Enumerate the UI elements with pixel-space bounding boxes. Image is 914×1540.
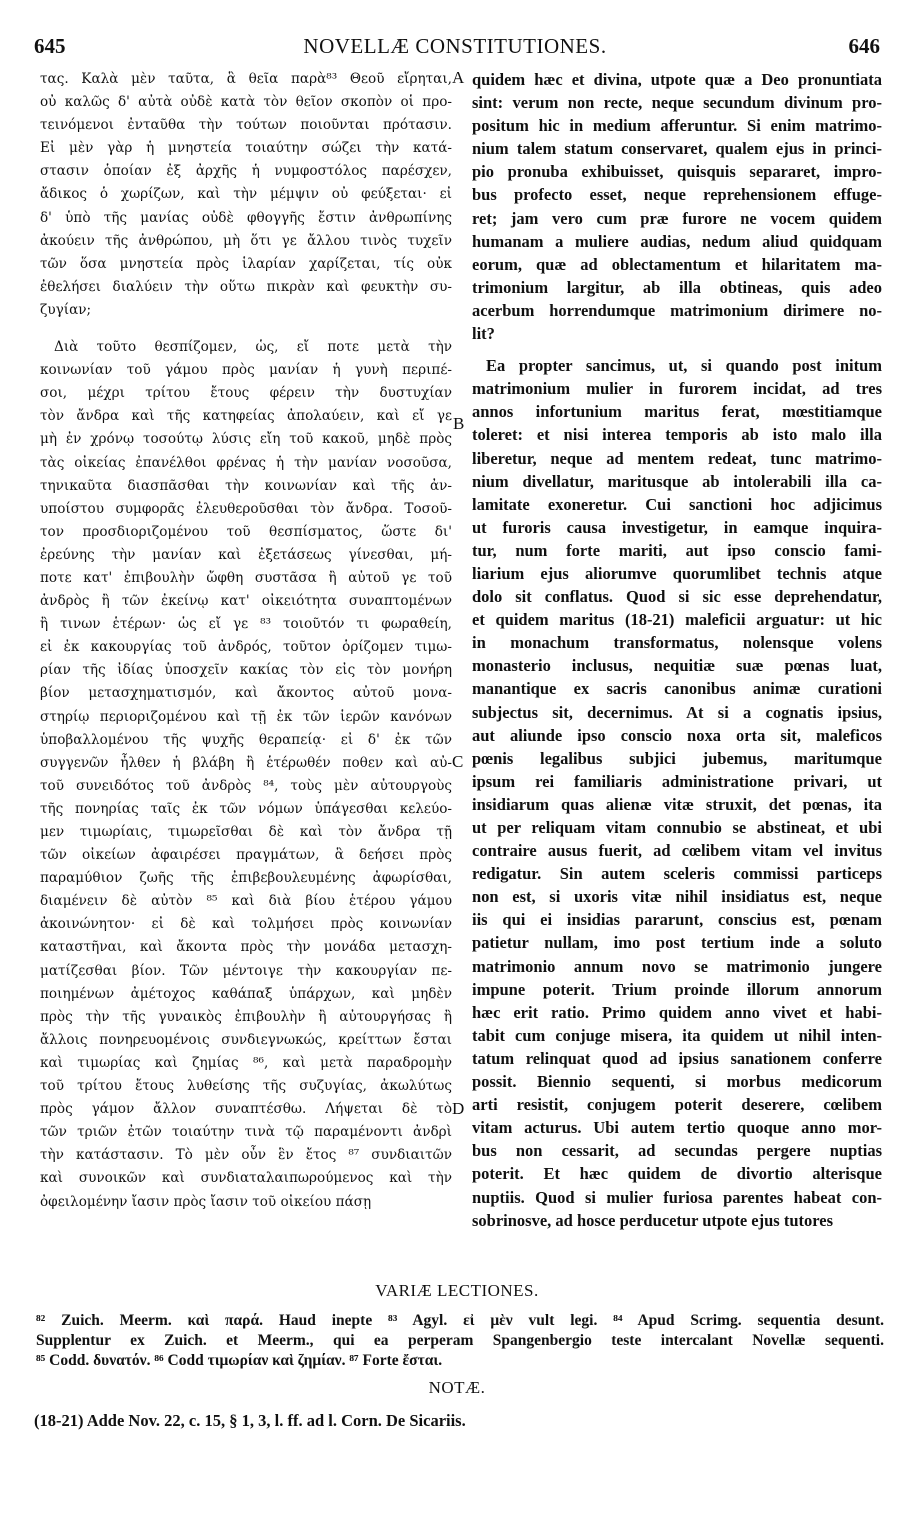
text-line: τοῦ συνειδότος τοῦ ἀνδρὸς ⁸⁴, τοὺς μὲν αὐτουργοὺς [40, 777, 452, 794]
text-line: hæc erit ratio. Primo quidem anno vivet et habi- [472, 1002, 882, 1022]
text-line: nium divellatur, maritusque ab intolerabili illa ca- [472, 471, 882, 491]
text-line: κοινωνίαν τοῦ γάμου πρὸς μανίαν ἡ γυνὴ περιπέ- [40, 362, 452, 379]
text-line: μὴ ἐν χρόνῳ τοσούτῳ λύσις εἴη τοῦ κακοῦ, μηδὲ πρὸς [40, 431, 452, 448]
text-line: τῶν οἰκείων ἀφαιρέσει πραγμάτων, ἃ δεήσει πρὸς [40, 847, 452, 864]
text-line: subjectus sit, decernimus. At si a cognatis ipsius, [472, 702, 882, 722]
text-line: ποτε κατ' ἐπιβουλὴν ὤφθη συστᾶσα ἢ αὐτοῦ γε τοῦ [40, 569, 452, 586]
text-line: dolo sit conflatus. Quod si sic esse deprehendatur, [472, 587, 882, 607]
text-line: βίον μετασχηματισμόν, καὶ ἄκοντος αὐτοῦ μονα- [40, 685, 452, 702]
text-line: καὶ συνοικῶν καὶ συνδιαταλαιπωρούμενος καὶ τὴν [40, 1170, 452, 1187]
text-line: Εἰ μὲν γὰρ ἡ μνηστεία τοιαύτην σώζει τὴν κατά- [40, 140, 452, 157]
text-line: insidiarum quas alienæ vitæ struxit, det pœnas, ita [472, 794, 882, 814]
margin-marker-c: C [452, 752, 464, 771]
text-line: ἢ τινων ἑτέρων· ὡς εἴ γε ⁸³ τοιοῦτόν τι φωραθείη, [40, 616, 452, 633]
text-line: οὐ καλῶς δ' αὐτὰ οὐδὲ κατὰ τὸν θεῖον σκοπὸν οἱ προ- [40, 94, 452, 111]
text-line: δ' ὑπὸ τῆς μανίας οὐδὲ φθογγῆς ἔστιν ἀνθρωπίνης [40, 209, 452, 226]
text-line: ἀκοινώνητον· εἰ δὲ καὶ τολμήσει πρὸς κοινωνίαν [40, 916, 452, 933]
text-line: iis qui ei insidias pararunt, conscius est, pœnam [472, 910, 882, 930]
text-line: monasterio inclusus, nequitiæ suæ pœnas luat, [472, 656, 882, 676]
text-line: pio pronuba exhibuisset, quisquis separaret, impro- [472, 162, 882, 182]
text-line: contraire ausus fuerit, ad cœlibem vitam vel invitus [472, 841, 882, 861]
latin-column [472, 68, 882, 1232]
text-line: στηρίῳ περιοριζομένου καὶ τῇ ἐκ τῶν ἱερῶν κανόνων [40, 708, 452, 725]
text-line: τῆς πονηρίας ταῖς ἐκ τῶν νόμων ὑπάγεσθαι κελεύο- [40, 800, 452, 817]
text-line: ἐθελήσει διαλύειν τὴν οὕτω πικρὰν καὶ φευκτὴν συ- [40, 278, 452, 295]
text-line: tabit cum conjuge misera, ita quidem ut nihil inten- [472, 1025, 882, 1045]
variae-lectiones-text [36, 1311, 884, 1371]
text-line: συγγενῶν ἦλθεν ἡ βλάβη ἢ ἑτέρωθέν ποθεν καὶ αὐ- [40, 754, 452, 771]
margin-marker-a: A [452, 68, 465, 87]
text-line: tur, num forte mariti, aut ipso conscio fami- [472, 540, 882, 560]
text-line: Διὰ τοῦτο θεσπίζομεν, ὡς, εἴ ποτε μετὰ τὴν [54, 339, 452, 356]
variae-line: ⁸⁵ Codd. δυνατόν. ⁸⁶ Codd τιμωρίαν καὶ ζημίαν. ⁸⁷ Forte ἔσται. [36, 1352, 443, 1369]
text-line: positum hic in medium afferuntur. Si enim matrimo- [472, 116, 882, 136]
text-line: annos infortunium maritus ferat, mœstitiamque [472, 402, 882, 422]
text-line: possit. Biennio sequenti, si morbus medicorum [472, 1072, 882, 1092]
text-line: ματίζεσθαι βίον. Τῶν μέντοιγε τὴν κακουργίαν πε- [40, 962, 452, 979]
variae-line: Supplentur ex Zuich. et Meerm., qui ea perperam Spangenbergio teste intercalant Novellæ sequenti. [36, 1332, 884, 1349]
text-line: pœnis legalibus subjici jubemus, maritumque [472, 748, 882, 768]
text-line: lamitate exoneretur. Cui sanctioni hoc adjicimus [472, 494, 882, 514]
text-line: πρὸς γάμον ἄλλον συναπτέσθω. Λήψεται δὲ τὸ [40, 1101, 452, 1118]
text-line: liarium ejus aliorumve quorumlibet technis atque [472, 563, 882, 583]
text-line: ἄδικος ὁ χωρίζων, καὶ τὴν μέμψιν οὐ φεύξεται· εἰ [40, 186, 452, 203]
text-line: nuptiis. Quod si mulier furiosa parentes habeat con- [472, 1187, 882, 1207]
text-line: bus non cessarit, ad secundas pergere nuptias [472, 1141, 882, 1161]
margin-marker-b: B [453, 414, 465, 433]
text-line: Ea propter sancimus, ut, si quando post initum [486, 356, 882, 376]
text-line: τεινόμενοι ἐνταῦθα τὴν τούτων ποιοῦνται πρότασιν. [40, 117, 452, 134]
text-line: tatum relinquat quod ad ipsius sanationem conferre [472, 1048, 882, 1068]
text-line: τὴν κατάστασιν. Τὸ μὲν οὖν ἓν ἔτος ⁸⁷ συνδιαιτῶν [40, 1147, 452, 1164]
page-number-right: 646 [848, 34, 880, 58]
text-line: πρὸς τὴν τῆς γυναικὸς ἐπιβουλὴν ἢ αὐτουργήσας ἢ [40, 1008, 452, 1025]
text-line: lit? [472, 324, 495, 344]
notae-heading: NOTÆ. [428, 1378, 486, 1397]
text-line: στασιν ὁποίαν ἐξ ἀρχῆς ἡ νυμφοστόλος παρέσχεν, [40, 163, 452, 180]
text-line: non est, si uxoris vitæ nihil insidiatus est, neque [472, 887, 882, 907]
text-line: redigatur. Sin autem sceleris commissi particeps [472, 864, 882, 884]
notae-text: (18-21) Adde Nov. 22, c. 15, § 1, 3, l. ff. ad l. Corn. De Sicariis. [34, 1411, 466, 1430]
text-line: toleret: et nisi interea temporis ab isto malo illa [472, 425, 882, 445]
text-line: trimonium largitur, ab illa obtineas, quis adeo [472, 277, 882, 297]
text-line: acerbum horrendumque matrimonium dirimere no- [472, 300, 882, 320]
text-line: ποιημένων ἀμέτοχος καθάπαξ ὑπάρχων, καὶ μηδὲν [40, 985, 452, 1002]
text-line: matrimonio annum novo se matrimonio jungere [472, 956, 882, 976]
text-line: bus profecto esset, neque reprehensionem effuge- [472, 185, 882, 205]
text-line: ret; jam vero cum præ furore ne vocem quidem [472, 208, 882, 228]
text-line: ipsum rei familiaris administratione privari, ut [472, 771, 882, 791]
text-line: quidem hæc et divina, utpote quæ a Deo pronuntiata [472, 70, 882, 89]
text-line: τῶν ὅσα μνηστεία πρὸς ἱλαρίαν χαρίζεται, τίς οὐκ [40, 255, 452, 272]
running-title: NOVELLÆ CONSTITUTIONES. [303, 34, 607, 58]
text-line: υποίστου συμφορᾶς ἐλευθεροῦσθαι τὸν ἄνδρα. Τοσοῦ- [40, 500, 452, 517]
text-line: humanam a muliere audias, nedum aliud quidquam [472, 231, 882, 251]
text-line: ἀνδρὸς ἢ τῶν ἐκείνῳ κατ' οἰκειότητα συναπτομένων [40, 593, 452, 610]
text-line: ἐρεύνης τὴν μανίαν καὶ ἐξετάσεως γίνεσθαι, μή- [40, 546, 452, 563]
text-line: sobrinosve, ad hosce perducetur utpote ejus tutores [472, 1210, 834, 1230]
text-line: patietur nullam, imo post tertium inde a soluto [472, 933, 882, 953]
text-line: καταστῆναι, καὶ ἄκοντα πρὸς τὴν μονάδα μετασχη- [40, 939, 452, 956]
text-line: ὀφειλομένην ἴασιν πρὸς ἴασιν τοῦ οἰκείου πάσῃ [40, 1193, 372, 1210]
text-line: manantique ex sacris canonibus animæ curationi [472, 679, 882, 699]
text-line: liberetur, neque ad mentem redeat, tunc matrimo- [472, 448, 882, 468]
text-line: διαμένειν δὲ αὐτὸν ⁸⁵ καὶ διὰ βίου ἑτέρου γάμου [40, 893, 452, 910]
text-line: matrimonium mulier in furorem incidat, ad tres [472, 379, 882, 399]
variae-lectiones-heading: VARIÆ LECTIONES. [375, 1281, 539, 1300]
variae-line: ⁸² Zuich. Meerm. καὶ παρά. Haud inepte ⁸³ Agyl. εἰ μὲν vult legi. ⁸⁴ Apud Scrimg. sequentia desunt. [36, 1312, 884, 1329]
text-line: ζυγίαν; [40, 301, 92, 318]
greek-column [40, 68, 452, 1214]
text-line: τοῦ τρίτου ἔτους λυθείσης τῆς συζυγίας, ἀκωλύτως [40, 1078, 452, 1095]
text-line: vitam acturus. Ubi autem tertio quoque anno mor- [472, 1118, 882, 1138]
text-line: aut aliunde ipso conscio noxa orta sit, maleficos [472, 725, 882, 745]
text-line: μεν τιμωρίαις, τιμωρεῖσθαι δὲ καὶ τὸν ἄνδρα τῇ [40, 824, 452, 840]
text-line: in monachum transformatus, nolensque volens [472, 633, 882, 653]
text-line: τας. Καλὰ μὲν ταῦτα, ἃ θεῖα παρὰ⁸³ Θεοῦ εἴρηται, [40, 71, 452, 87]
text-line: σοι, μέχρι τρίτου ἔτους φέρειν τὴν δυστυχίαν [40, 385, 452, 402]
text-line: τὰς οἰκείας ἐπανέλθοι φρένας ἡ τὴν μανίαν νοσοῦσα, [40, 454, 452, 471]
text-line: τὸν ἄνδρα καὶ τῆς κατηφείας ἀπολαύειν, καὶ εἴ γε [40, 408, 452, 425]
page-header [30, 34, 880, 58]
text-line: τῶν τριῶν ἐτῶν τοιαύτην τινὰ τῷ παραμένοντι ἀνδρὶ [40, 1124, 452, 1141]
text-line: ut furoris causa investigetur, in eamque inquira- [472, 517, 882, 537]
text-line: eorum, quæ ad oblectamentum et hilaritatem ma- [472, 254, 882, 274]
text-line: sint: verum non recte, neque secundum divinum pro- [472, 93, 882, 113]
text-line: poterit. Et hæc quidem de divortio alterisque [472, 1164, 882, 1184]
text-line: arti resistit, conjugem poterit deserere, cœlibem [472, 1095, 882, 1115]
text-line: ρίαν τῆς ἰδίας ὑποσχεῖν κακίας τὸν εἰς τὸν μονήρη [40, 662, 452, 679]
text-line: παραμύθιον ζωῆς τῆς ἐπιβεβουλευμένης ἀφωρίσθαι, [40, 870, 452, 887]
page-number-left: 645 [34, 34, 66, 58]
text-line: ἄλλοις πονηρευομένοις συνδιεγνωκώς, κρείττων ἔσται [40, 1031, 452, 1048]
text-line: τον προσδιοριζομένου τοῦ θεσπίσματος, ὥστε δι' [40, 523, 452, 540]
text-line: ὑποβαλλομένου τῆς ψυχῆς θεραπείᾳ· εἰ δ' ἐκ τῶν [40, 731, 452, 748]
text-line: et quidem maritus (18-21) maleficii arguatur: ut hic [472, 610, 882, 630]
text-line: impune poterit. Trium proinde illorum annorum [472, 979, 882, 999]
text-line: ἀκούειν τῆς ἀνθρώπου, μὴ ὅτι γε ἄλλου τινὸς τυχεῖν [40, 232, 452, 249]
text-line: καὶ τιμωρίας καὶ ζημίας ⁸⁶, καὶ μετὰ παραδρομὴν [40, 1054, 452, 1071]
text-line: εἰ ἐκ κακουργίας τοῦ ἀνδρός, τοῦτον ὁρίζομεν τιμω- [40, 639, 452, 656]
text-line: nium talem statum conservaret, qualem ejus in princi- [472, 139, 882, 159]
margin-marker-d: D [452, 1099, 465, 1118]
text-line: ut per reliquam vitam connubio se abstineat, et ubi [472, 818, 882, 837]
text-line: τηνικαῦτα διασπᾶσθαι τὴν κοινωνίαν καὶ τῆς ἀν- [40, 477, 452, 494]
